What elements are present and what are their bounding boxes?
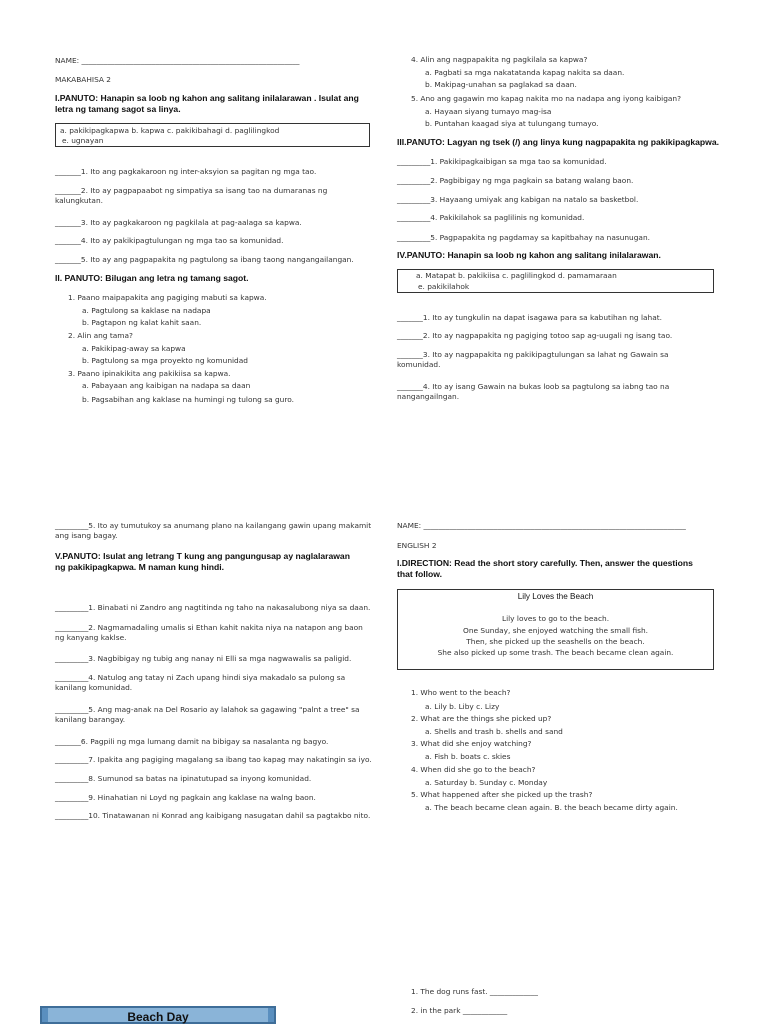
choice: a. Saturday b. Sunday c. Monday (425, 778, 548, 787)
list-item: _______4. Ito ay pakikipagtulungan ng mga tao sa komunidad. (55, 236, 284, 245)
word-box-line: e. pakikilahok (418, 282, 470, 291)
choice: a. Pagbati sa mga nakatatanda kapag nakita sa daan. (425, 68, 625, 77)
section-title: I.PANUTO: Hanapin sa loob ng kahon ang salitang inilalarawan . Isulat ang letra ng tamang sagot sa linya. (55, 93, 359, 114)
choice: a. Pakikipag-away sa kapwa (82, 344, 186, 353)
banner-inner (48, 1008, 268, 1022)
section-title: III.PANUTO: Lagyan ng tsek (/) ang linya kung nagpapakita ng pakikipagkapwa. (397, 137, 720, 147)
list-item: _______4. Ito ay isang Gawain na bukas loob sa pagtulong sa iabng tao na nangangailngan. (397, 382, 670, 401)
list-item: _______3. Ito ay nagpapakita ng pakikipagtulungan sa lahat ng Gawain sa komunidad. (397, 350, 669, 369)
list-item: _________4. Natulog ang tatay ni Zach upang hindi siya makadalo sa pulong sa kanilang komunidad. (55, 673, 346, 692)
subject-label: MAKABAHISA 2 (55, 75, 112, 84)
name-line: NAME: _______________________________________________________________________ (397, 521, 686, 530)
word-box-line: a. Matapat b. pakikiisa c. paglilingkod d. pamamaraan (416, 271, 617, 280)
choice: a. The beach became clean again. B. the beach became dirty again. (425, 803, 678, 812)
list-item: _________1. Binabati ni Zandro ang nagtitinda ng taho na nakasalubong niya sa daan. (55, 603, 371, 612)
list-item: _________5. Ito ay tumutukoy sa anumang plano na kailangang gawin upang makamit ang isang bagay. (55, 521, 372, 540)
list-item: _________5. Pagpapakita ng pagdamay sa kapitbahay na nasunugan. (397, 233, 650, 242)
question: 3. What did she enjoy watching? (411, 739, 532, 748)
question: 5. What happened after she picked up the trash? (411, 790, 593, 799)
choice: a. Pabayaan ang kaibigan na nadapa sa daan (82, 381, 251, 390)
list-item: _______6. Pagpili ng mga lumang damit na bibigay sa nasalanta ng bagyo. (55, 737, 329, 746)
story-line: One Sunday, she enjoyed watching the small fish. (463, 626, 648, 635)
question: 2. What are the things she picked up? (411, 714, 552, 723)
choice: a. Hayaan siyang tumayo mag-isa (425, 107, 552, 116)
section-title: II. PANUTO: Bilugan ang letra ng tamang sagot. (55, 273, 249, 283)
list-item: _________10. Tinatawanan ni Konrad ang kaibigang nasugatan dahil sa pagtakbo nito. (55, 811, 371, 820)
story-line: She also picked up some trash. The beach became clean again. (437, 648, 674, 657)
list-item: _________5. Ang mag-anak na Del Rosario ay lalahok sa gagawing "palnt a tree" sa kanilang barangay. (55, 705, 360, 724)
list-item: _______2. Ito ay nagpapakita ng pagiging totoo sap ag-uugali ng isang tao. (397, 331, 673, 340)
choice: b. Makipag-unahan sa paglakad sa daan. (425, 80, 577, 89)
choice: b. Pagtulong sa mga proyekto ng komunidad (82, 356, 248, 365)
list-item: _________2. Pagbibigay ng mga pagkain sa batang walang baon. (397, 176, 634, 185)
word-box-line: e. ugnayan (62, 136, 104, 145)
choice: b. Pagsabihan ang kaklase na humingi ng tulong sa guro. (82, 395, 294, 404)
section-title: IV.PANUTO: Hanapin sa loob ng kahon ang salitang inilalarawan. (397, 250, 661, 260)
list-item: _______2. Ito ay pagpapaabot ng simpatiya sa isang tao na dumaranas ng kalungkutan. (55, 186, 328, 205)
question: 5. Ano ang gagawin mo kapag nakita mo na nadapa ang iyong kaibigan? (411, 94, 682, 103)
question: 4. Alin ang nagpapakita ng pagkilala sa kapwa? (411, 55, 588, 64)
story-title: Lily Loves the Beach (517, 592, 594, 601)
question: 2. Alin ang tama? (68, 331, 133, 340)
question: 3. Paano ipinakikita ang pakikiisa sa kapwa. (68, 369, 231, 378)
list-item: _________8. Sumunod sa batas na ipinatutupad sa inyong komunidad. (55, 774, 312, 783)
choice: a. Shells and trash b. shells and sand (425, 727, 563, 736)
word-box-line: a. pakikipagkapwa b. kapwa c. pakikibahagi d. paglilingkod (60, 126, 280, 135)
word-box (55, 123, 370, 147)
list-item: _________1. Pakikipagkaibigan sa mga tao sa komunidad. (397, 157, 607, 166)
story-box (397, 589, 714, 670)
section-title: V.PANUTO: Isulat ang letrang T kung ang pangungusap ay naglalarawan ng pakikipagkapwa. M naman kung hindi. (55, 551, 350, 572)
beach-day-banner (40, 1006, 276, 1024)
name-line: NAME: ___________________________________________________________ (55, 56, 300, 65)
list-item: _______1. Ito ay tungkulin na dapat isagawa para sa kabutihan ng lahat. (397, 313, 663, 322)
choice: a. Pagtulong sa kaklase na nadapa (82, 306, 211, 315)
list-item: _________3. Nagbibigay ng tubig ang nanay ni Elli sa mga nagwawalis sa paligid. (55, 654, 352, 663)
list-item: 1. The dog runs fast. _____________ (411, 987, 538, 996)
list-item: _________2. Nagmamadaling umalis si Ethan kahit nakita niya na natapon ang baon ng kanyang kaklse. (55, 623, 363, 642)
story-line: Lily loves to go to the beach. (501, 614, 610, 623)
story-line: Then, she picked up the seashells on the beach. (466, 637, 645, 646)
list-item: 2. in the park ____________ (411, 1006, 508, 1015)
list-item: _______1. Ito ang pagkakaroon ng inter-aksyion sa pagitan ng mga tao. (55, 167, 317, 176)
choice: b. Pagtapon ng kalat kahit saan. (82, 318, 202, 327)
list-item: _________3. Hayaang umiyak ang kabigan na natalo sa basketbol. (397, 195, 639, 204)
list-item: _______5. Ito ay ang pagpapakita ng pagtulong sa ibang taong nangangailangan. (55, 255, 354, 264)
word-box (397, 269, 714, 293)
banner-title: Beach Day (127, 1010, 189, 1024)
choice: a. Lily b. Liby c. Lizy (425, 702, 500, 711)
choice: a. Fish b. boats c. skies (425, 752, 511, 761)
question: 1. Who went to the beach? (411, 688, 511, 697)
subject-label: ENGLISH 2 (397, 541, 437, 550)
question: 1. Paano maipapakita ang pagiging mabuti sa kapwa. (68, 293, 267, 302)
question: 4. When did she go to the beach? (411, 765, 536, 774)
list-item: _______3. Ito ay pagkakaroon ng pagkilala at pag-aalaga sa kapwa. (55, 218, 302, 227)
section-title: I.DIRECTION: Read the short story carefully. Then, answer the questions that follow. (397, 558, 693, 579)
list-item: _________4. Pakikilahok sa paglilinis ng komunidad. (397, 213, 585, 222)
list-item: _________7. Ipakita ang pagiging magalang sa ibang tao kapag may nakatingin sa iyo. (55, 755, 372, 764)
choice: b. Puntahan kaagad siya at tulungang tumayo. (425, 119, 599, 128)
list-item: _________9. Hinahatian ni Loyd ng pagkain ang kaklase na walng baon. (55, 793, 316, 802)
